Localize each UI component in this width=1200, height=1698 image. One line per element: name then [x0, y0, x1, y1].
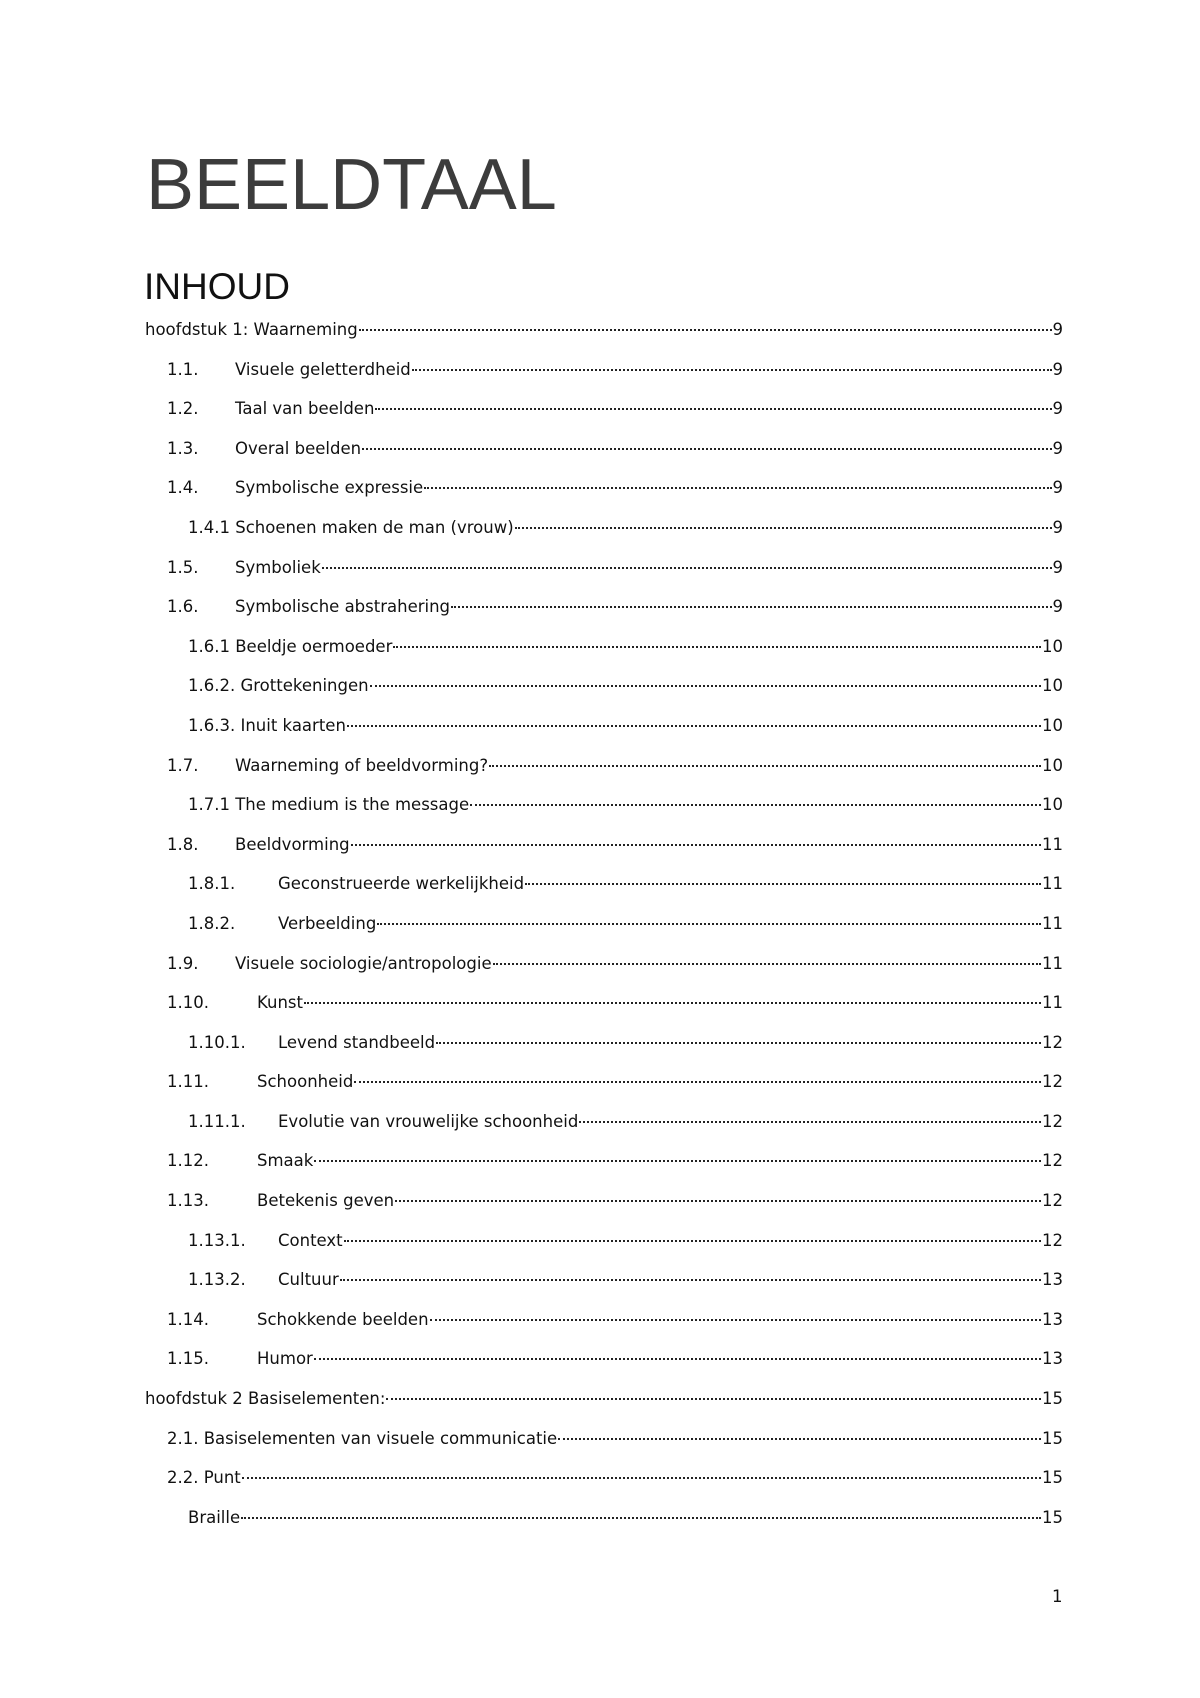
toc-entry-number: 1.13.2.	[188, 1270, 246, 1290]
toc-entry-page: 13	[1042, 1309, 1063, 1329]
toc-entry-number: 1.14.	[167, 1309, 209, 1329]
toc-dot-leader	[322, 557, 1052, 569]
toc-dot-leader	[412, 359, 1052, 371]
toc-entry-label: 2.2. Punt	[167, 1468, 241, 1488]
toc-entry-page: 11	[1042, 874, 1063, 894]
toc-entry-label: 1.6.3. Inuit kaarten	[188, 715, 346, 735]
toc-entry-page: 10	[1042, 795, 1063, 815]
toc-entry-page: 13	[1042, 1270, 1063, 1290]
toc-entry-number: 1.2.	[167, 399, 199, 419]
toc-entry-label: Betekenis geven	[257, 1191, 395, 1211]
toc-entry-label: Symbolische abstrahering	[235, 597, 451, 617]
toc-entry-label: Schokkende beelden	[257, 1309, 429, 1329]
toc-dot-leader	[340, 1269, 1041, 1281]
toc-entry-page: 10	[1042, 636, 1063, 656]
toc-entry[interactable]	[145, 476, 1063, 516]
toc-entry-page: 9	[1052, 597, 1063, 617]
toc-entry-label: Beeldvorming	[235, 834, 350, 854]
toc-entry-label: Cultuur	[278, 1270, 339, 1290]
toc-entry[interactable]	[145, 318, 1063, 358]
toc-dot-leader	[579, 1111, 1041, 1123]
toc-entry-label: Evolutie van vrouwelijke schoonheid	[278, 1111, 579, 1131]
toc-entry-page: 9	[1052, 557, 1063, 577]
toc-entry-page: 9	[1052, 438, 1063, 458]
toc-entry-number: 1.1.	[167, 359, 199, 379]
toc-entry[interactable]	[145, 1189, 1063, 1229]
toc-entry-page: 11	[1042, 913, 1063, 933]
toc-entry[interactable]	[145, 1308, 1063, 1348]
toc-dot-leader	[314, 1348, 1041, 1360]
toc-entry[interactable]	[145, 1031, 1063, 1071]
toc-entry-page: 15	[1042, 1389, 1063, 1409]
toc-entry[interactable]	[145, 358, 1063, 398]
toc-entry[interactable]	[145, 952, 1063, 992]
toc-entry-number: 1.5.	[167, 557, 199, 577]
toc-entry[interactable]	[145, 1149, 1063, 1189]
toc-entry-label: 1.4.1 Schoenen maken de man (vrouw)	[188, 517, 514, 537]
toc-entry-page: 11	[1042, 993, 1063, 1013]
toc-entry[interactable]	[145, 397, 1063, 437]
toc-entry-page: 10	[1042, 676, 1063, 696]
toc-entry[interactable]	[145, 991, 1063, 1031]
toc-dot-leader	[493, 953, 1041, 965]
toc-entry-number: 1.3.	[167, 438, 199, 458]
toc-entry-number: 1.8.	[167, 834, 199, 854]
toc-entry-page: 15	[1042, 1428, 1063, 1448]
toc-dot-leader	[489, 755, 1041, 767]
toc-dot-leader	[386, 1388, 1041, 1400]
toc-entry-number: 1.13.	[167, 1191, 209, 1211]
toc-dot-leader	[370, 675, 1041, 687]
toc-entry-number: 1.11.	[167, 1072, 209, 1092]
toc-entry-label: Taal van beelden	[235, 399, 375, 419]
toc-entry-label: 1.6.2. Grottekeningen	[188, 676, 369, 696]
toc-entry-label: Braille	[188, 1507, 241, 1527]
toc-entry-label: Humor	[257, 1349, 313, 1369]
toc-entry-label: Smaak	[257, 1151, 314, 1171]
toc-entry[interactable]	[145, 556, 1063, 596]
toc-dot-leader	[430, 1309, 1041, 1321]
toc-entry-label: Kunst	[257, 993, 303, 1013]
toc-entry-number: 1.8.1.	[188, 874, 236, 894]
toc-dot-leader	[451, 596, 1051, 608]
table-of-contents	[145, 318, 1063, 1545]
toc-dot-leader	[314, 1150, 1041, 1162]
toc-entry-number: 1.12.	[167, 1151, 209, 1171]
toc-entry-number: 1.8.2.	[188, 913, 236, 933]
toc-dot-leader	[525, 873, 1041, 885]
toc-dot-leader	[395, 1190, 1041, 1202]
toc-entry[interactable]	[145, 1387, 1063, 1427]
toc-dot-leader	[344, 1230, 1041, 1242]
toc-dot-leader	[359, 319, 1052, 331]
toc-entry[interactable]	[145, 595, 1063, 635]
toc-entry[interactable]	[145, 437, 1063, 477]
toc-entry-label: Symboliek	[235, 557, 321, 577]
toc-entry-label: Visuele geletterdheid	[235, 359, 411, 379]
toc-dot-leader	[424, 477, 1051, 489]
toc-entry-page: 15	[1042, 1468, 1063, 1488]
toc-entry-label: Verbeelding	[278, 913, 377, 933]
toc-dot-leader	[515, 517, 1052, 529]
toc-entry-label: hoofdstuk 1: Waarneming	[145, 320, 358, 339]
toc-entry-page: 12	[1042, 1032, 1063, 1052]
toc-entry-label: Schoonheid	[257, 1072, 354, 1092]
toc-entry-page: 9	[1052, 320, 1063, 339]
toc-entry-label: Overal beelden	[235, 438, 362, 458]
toc-entry-page: 11	[1042, 953, 1063, 973]
toc-entry-label: Levend standbeeld	[278, 1032, 436, 1052]
toc-dot-leader	[241, 1507, 1041, 1519]
toc-entry-number: 1.6.	[167, 597, 199, 617]
toc-dot-leader	[362, 438, 1051, 450]
toc-entry[interactable]	[145, 635, 1063, 675]
toc-entry-label: 1.6.1 Beeldje oermoeder	[188, 636, 393, 656]
toc-entry-number: 1.10.1.	[188, 1032, 246, 1052]
toc-entry-label: Visuele sociologie/antropologie	[235, 953, 492, 973]
toc-dot-leader	[242, 1467, 1041, 1479]
toc-entry-number: 1.7.	[167, 755, 199, 775]
toc-entry-label: Context	[278, 1230, 343, 1250]
toc-entry-label: 2.1. Basiselementen van visuele communicatie	[167, 1428, 558, 1448]
toc-dot-leader	[375, 398, 1051, 410]
toc-entry-page: 10	[1042, 755, 1063, 775]
toc-entry-page: 11	[1042, 834, 1063, 854]
toc-dot-leader	[558, 1428, 1041, 1440]
toc-entry-label: Geconstrueerde werkelijkheid	[278, 874, 525, 894]
toc-entry[interactable]	[145, 793, 1063, 833]
toc-heading: INHOUD	[144, 266, 290, 307]
toc-entry[interactable]	[145, 674, 1063, 714]
toc-entry-page: 12	[1042, 1230, 1063, 1250]
toc-dot-leader	[347, 715, 1041, 727]
toc-entry-number: 1.10.	[167, 993, 209, 1013]
page-number: 1	[1052, 1587, 1063, 1606]
toc-entry[interactable]	[145, 1427, 1063, 1467]
toc-entry[interactable]	[145, 1229, 1063, 1269]
toc-entry-page: 12	[1042, 1151, 1063, 1171]
toc-entry-number: 1.15.	[167, 1349, 209, 1369]
toc-entry-page: 9	[1052, 399, 1063, 419]
toc-dot-leader	[470, 794, 1041, 806]
toc-entry-page: 9	[1052, 359, 1063, 379]
toc-entry-page: 12	[1042, 1072, 1063, 1092]
toc-entry[interactable]	[145, 754, 1063, 794]
toc-entry[interactable]	[145, 1347, 1063, 1387]
toc-entry-page: 15	[1042, 1507, 1063, 1527]
toc-entry-page: 10	[1042, 715, 1063, 735]
toc-entry[interactable]	[145, 1466, 1063, 1506]
toc-entry[interactable]	[145, 912, 1063, 952]
toc-entry[interactable]	[145, 872, 1063, 912]
toc-dot-leader	[393, 636, 1041, 648]
toc-entry[interactable]	[145, 516, 1063, 556]
toc-entry-label: Symbolische expressie	[235, 478, 424, 498]
toc-entry[interactable]	[145, 714, 1063, 754]
toc-entry-page: 9	[1052, 478, 1063, 498]
toc-entry[interactable]	[145, 1070, 1063, 1110]
toc-dot-leader	[351, 834, 1041, 846]
toc-entry-page: 12	[1042, 1191, 1063, 1211]
toc-dot-leader	[377, 913, 1041, 925]
toc-entry-label: 1.7.1 The medium is the message	[188, 795, 470, 815]
toc-entry-number: 1.9.	[167, 953, 199, 973]
toc-entry[interactable]	[145, 1506, 1063, 1546]
toc-entry-number: 1.13.1.	[188, 1230, 246, 1250]
toc-entry-label: Waarneming of beeldvorming?	[235, 755, 489, 775]
toc-entry[interactable]	[145, 1268, 1063, 1308]
toc-entry-page: 13	[1042, 1349, 1063, 1369]
toc-entry[interactable]	[145, 1110, 1063, 1150]
toc-entry-number: 1.4.	[167, 478, 199, 498]
toc-entry-label: hoofdstuk 2 Basiselementen:	[145, 1389, 386, 1409]
toc-entry-number: 1.11.1.	[188, 1111, 246, 1131]
document-title: BEELDTAAL	[146, 145, 557, 225]
toc-entry-page: 9	[1052, 517, 1063, 537]
toc-dot-leader	[436, 1032, 1041, 1044]
toc-entry[interactable]	[145, 833, 1063, 873]
toc-dot-leader	[304, 992, 1041, 1004]
toc-dot-leader	[354, 1071, 1041, 1083]
toc-entry-page: 12	[1042, 1111, 1063, 1131]
